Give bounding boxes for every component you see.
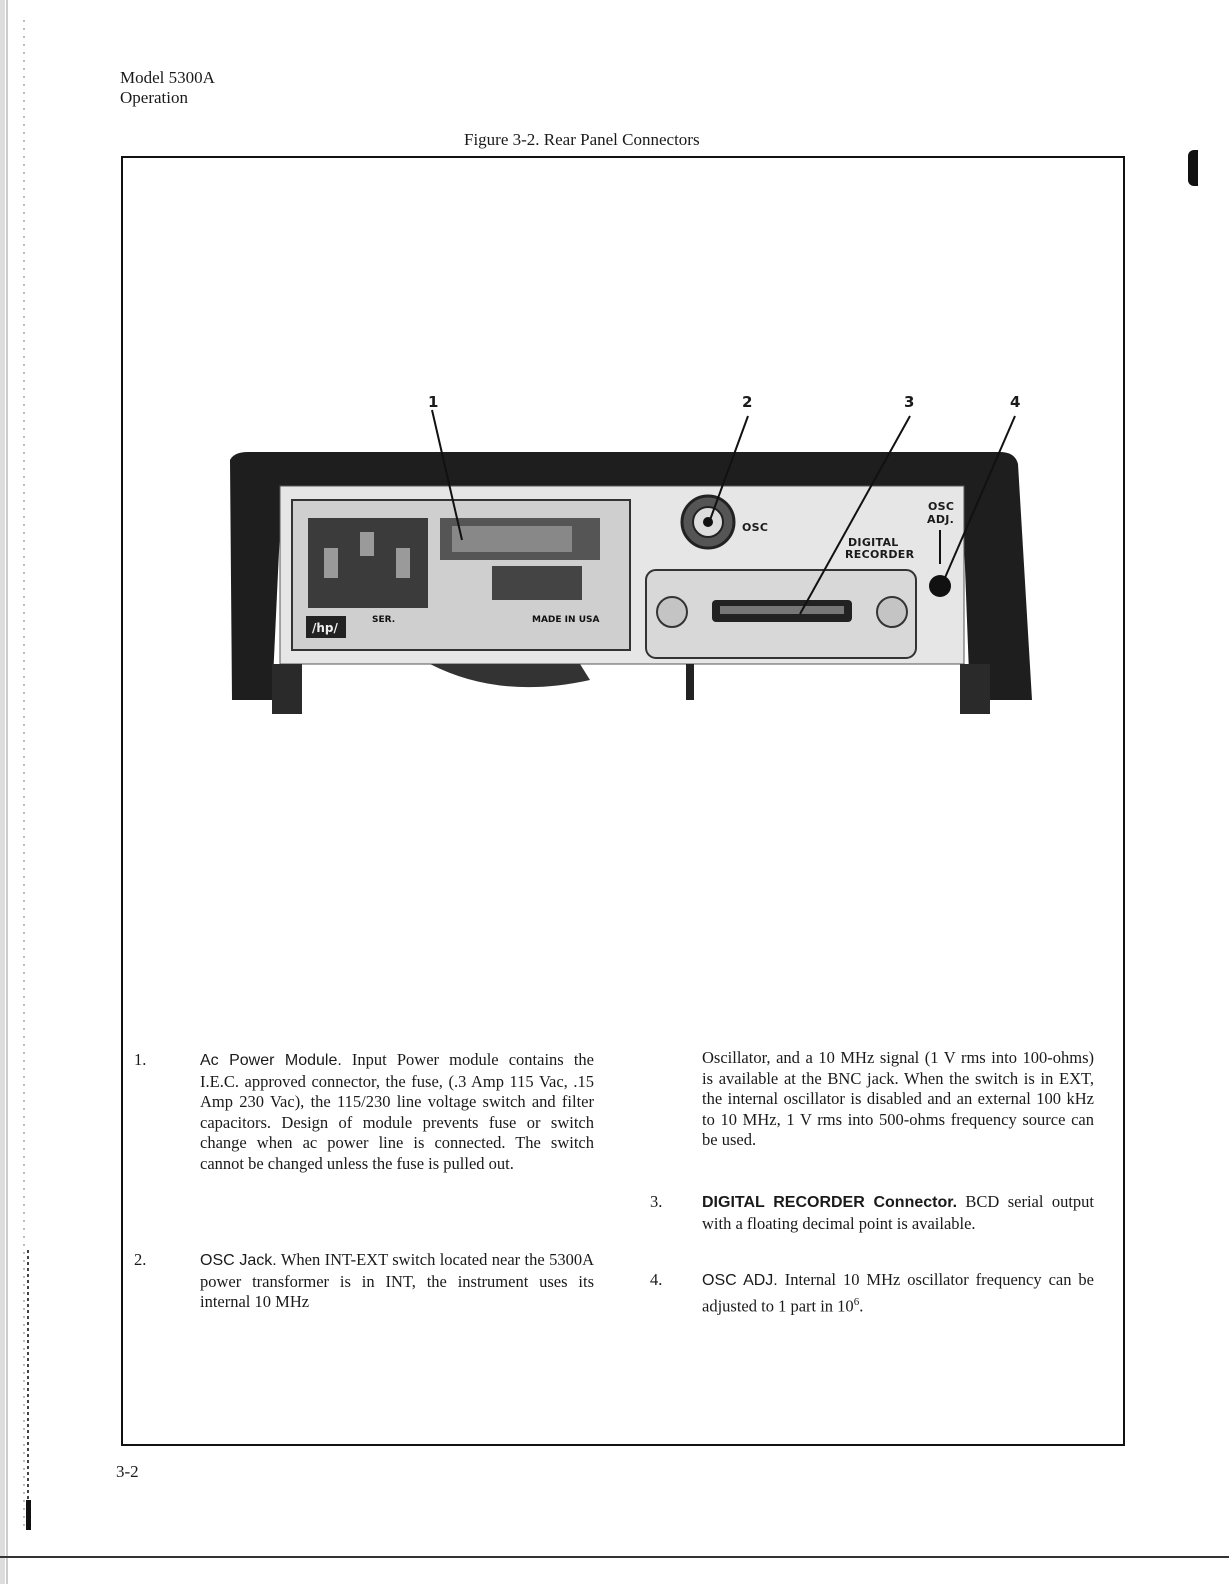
osc-bnc-jack [682,496,734,548]
item-body: When INT-EXT switch located near the 5300A power transformer is in INT, the instrument uses its internal 10 MHz [200,1250,594,1311]
page-number: 3-2 [116,1462,139,1481]
callout-2: 2 [742,393,753,411]
item-number: 2. [134,1250,147,1269]
binding-edge [0,0,34,1584]
item-number: 3. [650,1192,663,1211]
binding-mark [1188,150,1198,186]
underside-shadow [430,664,590,687]
ac-power-module [292,500,630,650]
section-label: Operation [120,88,188,107]
osc-adj-label-line2: ADJ. [927,513,955,526]
callout-4: 4 [1010,393,1021,411]
right-foot [960,664,990,714]
item-osc-adj [650,1270,1096,1320]
running-header [120,68,215,108]
item-number: 1. [134,1050,147,1069]
item-digital-recorder-connector [650,1192,1096,1252]
item-body: Internal 10 MHz oscillator frequency can be adjusted to 1 part in 10 [702,1270,1095,1315]
item-body: BCD serial output with a floating decimal point is available. [702,1192,1095,1233]
osc-label: OSC [742,521,769,534]
item-osc-jack [134,1250,596,1320]
callout-1: 1 [428,393,439,411]
item-title: Ac Power Module. [200,1052,342,1069]
osc-adj-control [929,575,951,597]
figure-caption: Figure 3-2. Rear Panel Connectors [464,130,700,149]
item-ac-power-module [134,1050,596,1220]
ser-label: SER. [372,615,396,625]
item-title: OSC Jack. [200,1252,277,1269]
left-foot [272,664,302,714]
digital-recorder-connector [646,570,916,658]
digital-recorder-label-line2: RECORDER [845,548,915,561]
model-label: Model 5300A [120,68,215,87]
item-number: 4. [650,1270,663,1289]
item-body: Input Power module contains the I.E.C. approved connector, the fuse, (.3 Amp 115 Vac, .15 Amp 230 Vac), the 115/230 line voltage switch and filter capacitors. Design of module prevents fuse or switch change when ac power line is connected. The switch cannot be changed unless the fuse is pulled out. [200,1050,594,1173]
rear-panel-illustration [200,380,1060,740]
item-title: DIGITAL RECORDER Connector. [702,1194,958,1211]
item-osc-jack-continued [650,1048,1096,1178]
item-superscript: 6 [853,1295,860,1308]
osc-adj-label-line1: OSC [928,500,955,513]
callout-3: 3 [904,393,915,411]
digital-recorder-label-line1: DIGITAL [848,536,899,549]
made-in-usa-label: MADE IN USA [532,615,600,625]
hp-logo: /hp/ [312,621,338,635]
item-tail: . [859,1296,864,1315]
item-title: OSC ADJ. [702,1272,778,1289]
item-body: Oscillator, and a 10 MHz signal (1 V rms into 100-ohms) is available at the BNC jack. When the switch is in EXT, the internal oscillator is disabled and an external 100 kHz to 10 MHz, 1 V rms into 500-ohms frequency source can be used. [702,1048,1094,1149]
bottom-rule [0,1556,1229,1558]
